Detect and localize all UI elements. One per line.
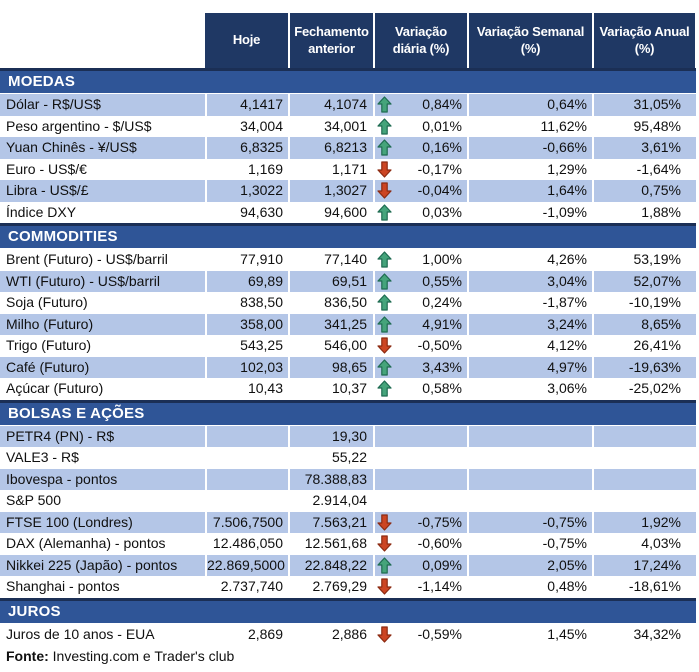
variacao-diaria-value: 0,84% — [422, 96, 462, 112]
table-row — [0, 249, 696, 271]
up-arrow-icon — [375, 139, 396, 156]
hoje-cell: 34,004 — [205, 116, 288, 138]
variacao-diaria-value: -0,50% — [417, 337, 462, 353]
variacao-semanal-cell: 3,06% — [467, 378, 592, 400]
column-header-variacao-semanal: Variação Semanal (%) — [467, 13, 592, 68]
column-headers — [205, 13, 696, 68]
variacao-diaria-value: -0,75% — [417, 513, 462, 530]
table-row — [0, 271, 696, 293]
table-row — [0, 576, 696, 598]
table-row — [0, 159, 696, 181]
table-row — [0, 116, 696, 138]
row-label: VALE3 - R$ — [6, 449, 79, 465]
variacao-diaria-value: 1,00% — [422, 251, 462, 267]
fechamento-anterior-cell: 55,22 — [288, 447, 373, 469]
row-label: Nikkei 225 (Japão) - pontos — [0, 555, 205, 577]
variacao-anual-cell: 52,07% — [592, 271, 696, 293]
variacao-semanal-cell: 2,05% — [467, 555, 592, 577]
fechamento-anterior-cell: 7.563,21 — [288, 512, 373, 534]
table-row — [0, 490, 696, 512]
source-text: Investing.com e Trader's club — [48, 648, 235, 664]
fechamento-anterior-cell: 836,50 — [288, 292, 373, 314]
variacao-anual-cell: 31,05% — [592, 94, 696, 116]
row-label: WTI (Futuro) - US$/barril — [0, 271, 205, 293]
fechamento-anterior-cell: 341,25 — [288, 314, 373, 336]
table-row — [0, 314, 696, 336]
section-header-moedas: MOEDAS — [0, 68, 696, 94]
row-label: Dólar - R$/US$ — [0, 94, 205, 116]
row-label: Shanghai - pontos — [6, 578, 120, 594]
hoje-cell: 6,8325 — [205, 137, 288, 159]
up-arrow-icon — [375, 316, 396, 333]
hoje-cell: 102,03 — [205, 357, 288, 379]
hoje-cell: 69,89 — [205, 271, 288, 293]
down-arrow-icon — [375, 337, 396, 354]
row-label: Soja (Futuro) — [6, 294, 88, 310]
row-label: Milho (Futuro) — [0, 314, 205, 336]
hoje-cell: 2.737,740 — [205, 576, 288, 598]
fechamento-anterior-cell: 10,37 — [288, 378, 373, 400]
variacao-diaria-cell — [373, 357, 467, 379]
table-row — [0, 137, 696, 159]
variacao-anual-cell: -18,61% — [592, 576, 696, 598]
variacao-diaria-value: -0,04% — [417, 182, 462, 198]
variacao-diaria-cell — [373, 624, 467, 646]
table-row — [0, 357, 696, 379]
variacao-semanal-cell: 11,62% — [467, 116, 592, 138]
hoje-cell: 4,1417 — [205, 94, 288, 116]
hoje-cell: 12.486,050 — [205, 533, 288, 555]
section-header-juros: JUROS — [0, 598, 696, 624]
variacao-anual-cell — [592, 426, 696, 448]
variacao-diaria-cell — [373, 271, 467, 293]
variacao-semanal-cell: 4,97% — [467, 357, 592, 379]
row-label: Euro - US$/€ — [6, 160, 87, 177]
table-row — [0, 335, 696, 357]
hoje-cell: 838,50 — [205, 292, 288, 314]
hoje-cell: 2,869 — [205, 624, 288, 646]
table-row — [0, 512, 696, 534]
variacao-semanal-cell: 1,64% — [467, 180, 592, 202]
variacao-diaria-cell — [373, 512, 467, 534]
variacao-diaria-cell — [373, 469, 467, 491]
variacao-diaria-cell — [373, 116, 467, 138]
hoje-cell: 77,910 — [205, 249, 288, 271]
table-row — [0, 533, 696, 555]
fechamento-anterior-cell: 1,171 — [288, 159, 373, 181]
variacao-anual-cell: 34,32% — [592, 624, 696, 646]
variacao-anual-cell: 4,03% — [592, 533, 696, 555]
fechamento-anterior-cell: 2.769,29 — [288, 576, 373, 598]
table-row — [0, 624, 696, 646]
source-note — [0, 645, 696, 664]
variacao-diaria-cell — [373, 490, 467, 512]
table-row — [0, 292, 696, 314]
fechamento-anterior-cell: 2.914,04 — [288, 490, 373, 512]
variacao-diaria-cell — [373, 426, 467, 448]
variacao-diaria-value: 0,03% — [422, 203, 462, 220]
hoje-cell: 7.506,7500 — [205, 512, 288, 534]
fechamento-anterior-cell: 12.561,68 — [288, 533, 373, 555]
fechamento-anterior-cell: 4,1074 — [288, 94, 373, 116]
variacao-diaria-value: 0,58% — [422, 380, 462, 396]
variacao-semanal-cell: -0,75% — [467, 512, 592, 534]
row-label: Índice DXY — [6, 203, 77, 220]
variacao-anual-cell: -10,19% — [592, 292, 696, 314]
table-row — [0, 447, 696, 469]
variacao-anual-cell: 1,92% — [592, 512, 696, 534]
variacao-diaria-value: -1,14% — [417, 578, 462, 594]
variacao-semanal-cell: 1,29% — [467, 159, 592, 181]
variacao-diaria-value: 0,16% — [422, 139, 462, 155]
up-arrow-icon — [375, 557, 396, 574]
hoje-cell: 94,630 — [205, 202, 288, 224]
row-label: FTSE 100 (Londres) — [0, 512, 205, 534]
up-arrow-icon — [375, 118, 396, 135]
fechamento-anterior-cell: 19,30 — [288, 426, 373, 448]
variacao-diaria-cell — [373, 314, 467, 336]
variacao-semanal-cell: -1,87% — [467, 292, 592, 314]
row-label: Brent (Futuro) - US$/barril — [6, 251, 168, 267]
variacao-anual-cell — [592, 469, 696, 491]
section-header-commodities: COMMODITIES — [0, 223, 696, 249]
table-sections — [0, 68, 696, 645]
hoje-cell — [205, 426, 288, 448]
variacao-diaria-value: 0,01% — [422, 117, 462, 134]
variacao-semanal-cell: 3,04% — [467, 271, 592, 293]
hoje-cell: 1,3022 — [205, 180, 288, 202]
variacao-semanal-cell — [467, 426, 592, 448]
up-arrow-icon — [375, 204, 396, 221]
table-row — [0, 94, 696, 116]
fechamento-anterior-cell: 2,886 — [288, 624, 373, 646]
variacao-diaria-cell — [373, 335, 467, 357]
hoje-cell: 1,169 — [205, 159, 288, 181]
variacao-anual-cell: 8,65% — [592, 314, 696, 336]
variacao-diaria-cell — [373, 180, 467, 202]
variacao-diaria-cell — [373, 94, 467, 116]
variacao-semanal-cell: 4,12% — [467, 335, 592, 357]
variacao-anual-cell — [592, 447, 696, 469]
variacao-anual-cell: -25,02% — [592, 378, 696, 400]
hoje-cell: 10,43 — [205, 378, 288, 400]
variacao-diaria-value: 0,09% — [422, 556, 462, 573]
table-row — [0, 426, 696, 448]
fechamento-anterior-cell: 1,3027 — [288, 180, 373, 202]
fechamento-anterior-cell: 546,00 — [288, 335, 373, 357]
table-row — [0, 180, 696, 202]
fechamento-anterior-cell: 98,65 — [288, 357, 373, 379]
variacao-semanal-cell: -0,66% — [467, 137, 592, 159]
variacao-semanal-cell: -1,09% — [467, 202, 592, 224]
variacao-diaria-value: 3,43% — [422, 358, 462, 375]
variacao-semanal-cell: 3,24% — [467, 314, 592, 336]
table-row — [0, 202, 696, 224]
variacao-anual-cell: 95,48% — [592, 116, 696, 138]
variacao-anual-cell: 17,24% — [592, 555, 696, 577]
hoje-cell — [205, 447, 288, 469]
row-label: Peso argentino - $/US$ — [6, 117, 152, 134]
variacao-diaria-cell — [373, 292, 467, 314]
variacao-diaria-cell — [373, 137, 467, 159]
down-arrow-icon — [375, 626, 396, 643]
variacao-anual-cell: 0,75% — [592, 180, 696, 202]
column-header-variacao-anual: Variação Anual (%) — [592, 13, 695, 68]
variacao-diaria-value: -0,59% — [417, 625, 462, 642]
variacao-anual-cell — [592, 490, 696, 512]
table-row — [0, 378, 696, 400]
hoje-cell — [205, 469, 288, 491]
variacao-semanal-cell — [467, 490, 592, 512]
variacao-semanal-cell: 1,45% — [467, 624, 592, 646]
row-label: S&P 500 — [6, 492, 62, 508]
down-arrow-icon — [375, 535, 396, 552]
hoje-cell: 358,00 — [205, 314, 288, 336]
variacao-semanal-cell — [467, 469, 592, 491]
fechamento-anterior-cell: 69,51 — [288, 271, 373, 293]
up-arrow-icon — [375, 294, 396, 311]
variacao-diaria-cell — [373, 533, 467, 555]
row-label: Juros de 10 anos - EUA — [6, 625, 155, 642]
up-arrow-icon — [375, 380, 396, 397]
variacao-diaria-value: 0,24% — [422, 294, 462, 310]
row-label: Ibovespa - pontos — [0, 469, 205, 491]
variacao-diaria-cell — [373, 555, 467, 577]
down-arrow-icon — [375, 161, 396, 178]
down-arrow-icon — [375, 578, 396, 595]
variacao-anual-cell: 1,88% — [592, 202, 696, 224]
column-header-fechamento-anterior: Fechamento anterior — [288, 13, 373, 68]
row-label: Libra - US$/£ — [0, 180, 205, 202]
row-label: Trigo (Futuro) — [6, 337, 92, 353]
variacao-diaria-cell — [373, 576, 467, 598]
variacao-diaria-value: 4,91% — [422, 315, 462, 332]
row-label: PETR4 (PN) - R$ — [0, 426, 205, 448]
column-header-hoje: Hoje — [205, 13, 288, 68]
variacao-diaria-value: 0,55% — [422, 272, 462, 289]
variacao-anual-cell: 26,41% — [592, 335, 696, 357]
up-arrow-icon — [375, 359, 396, 376]
fechamento-anterior-cell: 6,8213 — [288, 137, 373, 159]
hoje-cell: 22.869,5000 — [205, 555, 288, 577]
variacao-semanal-cell: 0,64% — [467, 94, 592, 116]
fechamento-anterior-cell: 94,600 — [288, 202, 373, 224]
variacao-semanal-cell: -0,75% — [467, 533, 592, 555]
hoje-cell — [205, 490, 288, 512]
down-arrow-icon — [375, 182, 396, 199]
variacao-semanal-cell: 0,48% — [467, 576, 592, 598]
variacao-diaria-cell — [373, 378, 467, 400]
variacao-anual-cell: -19,63% — [592, 357, 696, 379]
row-label: DAX (Alemanha) - pontos — [6, 535, 166, 551]
hoje-cell: 543,25 — [205, 335, 288, 357]
fechamento-anterior-cell: 34,001 — [288, 116, 373, 138]
variacao-anual-cell: 3,61% — [592, 137, 696, 159]
variacao-diaria-cell — [373, 447, 467, 469]
row-label: Yuan Chinês - ¥/US$ — [0, 137, 205, 159]
column-header-variacao-diaria: Variação diária (%) — [373, 13, 467, 68]
up-arrow-icon — [375, 96, 396, 113]
table-row — [0, 555, 696, 577]
row-label: Açúcar (Futuro) — [6, 380, 104, 396]
up-arrow-icon — [375, 251, 396, 268]
table-row — [0, 469, 696, 491]
variacao-diaria-value: -0,17% — [417, 160, 462, 177]
down-arrow-icon — [375, 514, 396, 531]
variacao-anual-cell: 53,19% — [592, 249, 696, 271]
source-label: Fonte: — [6, 648, 49, 664]
variacao-diaria-value: -0,60% — [417, 535, 462, 551]
section-header-bolsas-e-acoes: BOLSAS E AÇÕES — [0, 400, 696, 426]
fechamento-anterior-cell: 78.388,83 — [288, 469, 373, 491]
row-label: Café (Futuro) — [0, 357, 205, 379]
up-arrow-icon — [375, 273, 396, 290]
variacao-diaria-cell — [373, 159, 467, 181]
variacao-diaria-cell — [373, 249, 467, 271]
variacao-semanal-cell — [467, 447, 592, 469]
variacao-semanal-cell: 4,26% — [467, 249, 592, 271]
fechamento-anterior-cell: 22.848,22 — [288, 555, 373, 577]
variacao-anual-cell: -1,64% — [592, 159, 696, 181]
variacao-diaria-cell — [373, 202, 467, 224]
fechamento-anterior-cell: 77,140 — [288, 249, 373, 271]
